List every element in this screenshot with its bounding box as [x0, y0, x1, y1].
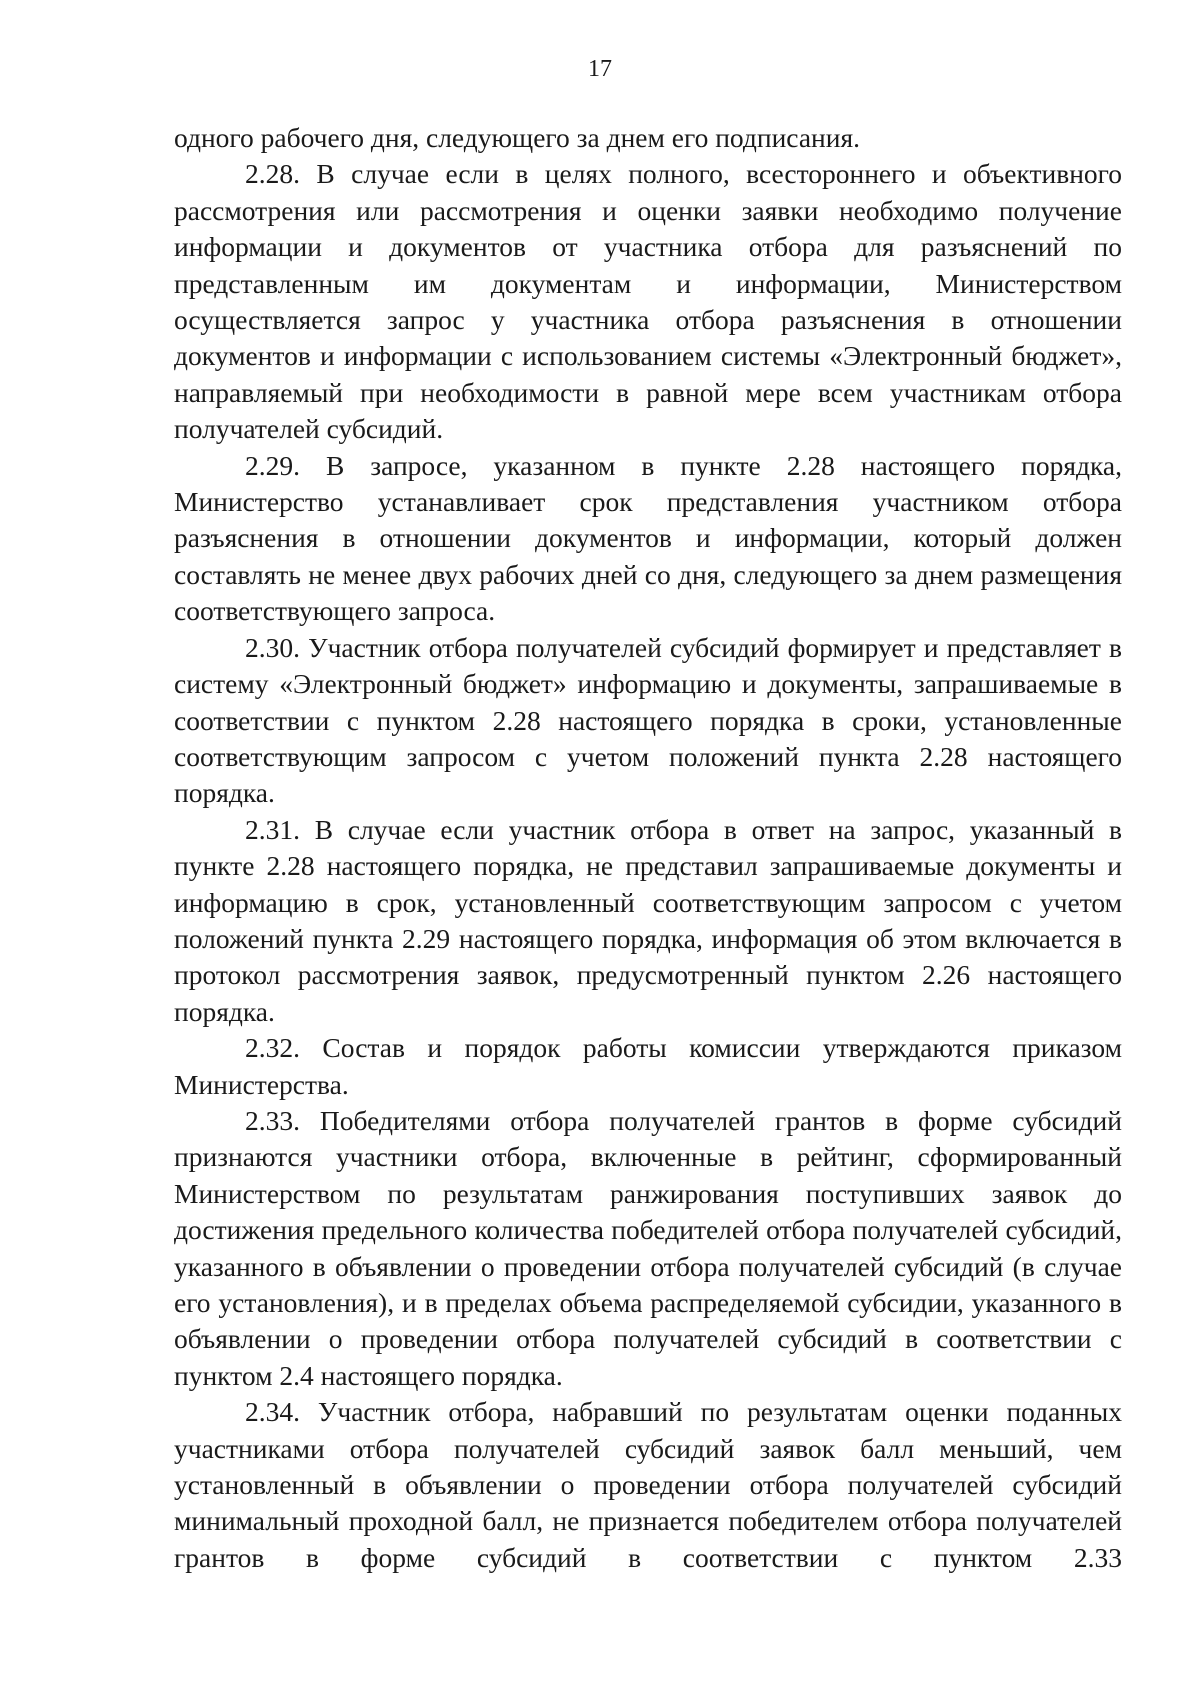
paragraph-2-34: 2.34. Участник отбора, набравший по результатам оценки поданных участниками отбора получателей субсидий заявок балл меньший, чем установленный в объявлении о проведении отбора получателей субсидий минимальный проходной балл, не признается победителем отбора получателей грантов в форме субсидий в соответствии с пунктом 2.33	[174, 1396, 1122, 1573]
paragraph-2-33: 2.33. Победителями отбора получателей грантов в форме субсидий признаются участники отбора, включенные в рейтинг, сформированный Министерством по результатам ранжирования поступивших заявок до достижения предельного количества победителей отбора получателей субсидий, указанного в объявлении о проведении отбора получателей субсидий (в случае его установления), и в пределах объема распределяемой субсидии, указанного в объявлении о проведении отбора получателей субсидий в соответствии с пунктом 2.4 настоящего порядка.	[174, 1104, 1122, 1391]
paragraph-2-29: 2.29. В запросе, указанном в пункте 2.28 настоящего порядка, Министерство устанавливает срок представления участником отбора разъяснения в отношении документов и информации, который должен составлять не менее двух рабочих дней со дня, следующего за днем размещения соответствующего запроса.	[174, 449, 1122, 627]
document-body	[174, 120, 1122, 1576]
paragraph-2-32: 2.32. Состав и порядок работы комиссии утверждаются приказом Министерства.	[174, 1032, 1122, 1100]
paragraph-continuation: одного рабочего дня, следующего за днем его подписания.	[174, 122, 861, 153]
page-number: 17	[588, 56, 612, 82]
paragraph-2-30: 2.30. Участник отбора получателей субсидий формирует и представляет в систему «Электронный бюджет» информацию и документы, запрашиваемые в соответствии с пунктом 2.28 настоящего порядка в сроки, установленные соответствующим запросом с учетом положений пункта 2.28 настоящего порядка.	[174, 631, 1122, 809]
paragraph-2-31: 2.31. В случае если участник отбора в ответ на запрос, указанный в пункте 2.28 настоящего порядка, не представил запрашиваемые документы и информацию в срок, установленный соответствующим запросом с учетом положений пункта 2.29 настоящего порядка, информация об этом включается в протокол рассмотрения заявок, предусмотренный пунктом 2.26 настоящего порядка.	[174, 813, 1122, 1027]
paragraph-2-28: 2.28. В случае если в целях полного, всестороннего и объективного рассмотрения или рассмотрения и оценки заявки необходимо получение информации и документов от участника отбора для разъяснений по представленным им документам и информации, Министерством осуществляется запрос у участника отбора разъяснения в отношении документов и информации с использованием системы «Электронный бюджет», направляемый при необходимости в равной мере всем участникам отбора получателей субсидий.	[174, 158, 1122, 445]
